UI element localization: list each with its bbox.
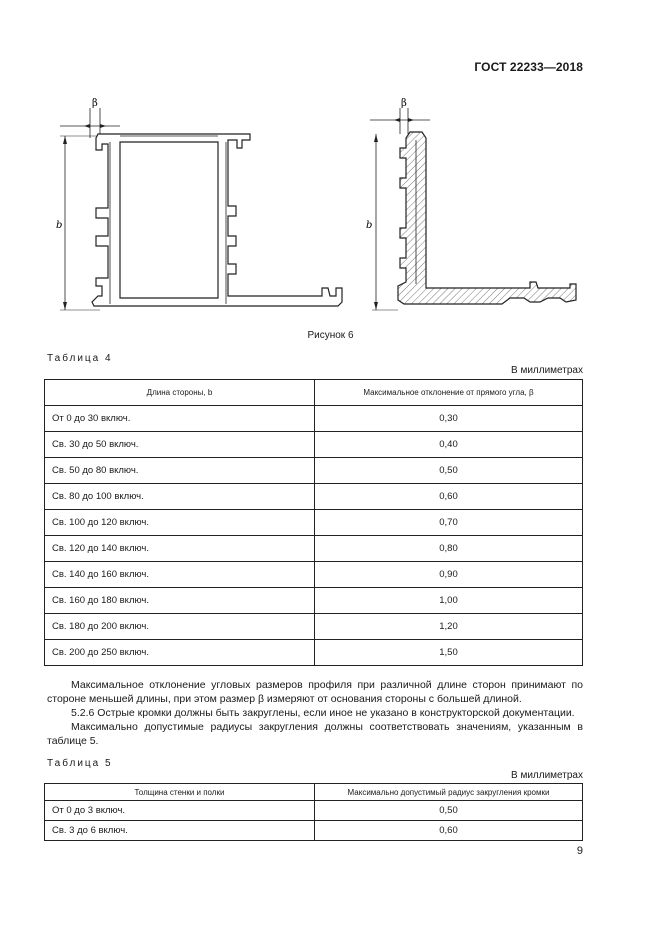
table-row — [45, 432, 583, 458]
figure-caption: Рисунок 6 — [307, 330, 354, 341]
paragraph-2: 5.2.6 Острые кромки должны быть закруглены, если иное не указано в конструкторской документации. — [71, 707, 575, 719]
angle-profile — [370, 108, 576, 310]
table-cell: 0,50 — [315, 458, 583, 484]
table-row — [45, 406, 583, 432]
table-5 — [44, 783, 583, 841]
table-cell: Св. 160 до 180 включ. — [45, 588, 315, 614]
table-row — [45, 562, 583, 588]
table-cell: 1,20 — [315, 614, 583, 640]
table-cell: 0,30 — [315, 406, 583, 432]
table-row — [45, 536, 583, 562]
table-cell: 0,70 — [315, 510, 583, 536]
table-row — [45, 588, 583, 614]
figure-6-drawing — [40, 88, 600, 328]
table-row — [45, 821, 583, 841]
table-cell: Св. 140 до 160 включ. — [45, 562, 315, 588]
table-row — [45, 614, 583, 640]
figure-label-beta-right: β — [401, 98, 407, 109]
table-cell: Св. 180 до 200 включ. — [45, 614, 315, 640]
table5-label: Таблица 5 — [47, 758, 113, 769]
figure-label-b: b — [56, 220, 63, 231]
table-cell: 0,50 — [315, 801, 583, 821]
table-row — [45, 458, 583, 484]
table-cell: Св. 100 до 120 включ. — [45, 510, 315, 536]
hollow-profile — [60, 108, 342, 310]
table-cell: Св. 3 до 6 включ. — [45, 821, 315, 841]
table-cell: Св. 200 до 250 включ. — [45, 640, 315, 666]
table-cell: От 0 до 30 включ. — [45, 406, 315, 432]
table-cell: От 0 до 3 включ. — [45, 801, 315, 821]
table-row — [45, 510, 583, 536]
page-number: 9 — [576, 845, 583, 857]
table-cell: Св. 50 до 80 включ. — [45, 458, 315, 484]
table-row — [45, 640, 583, 666]
standard-code: ГОСТ 22233—2018 — [474, 60, 583, 74]
table-cell: 1,00 — [315, 588, 583, 614]
table4-col-length: Длина стороны, b — [45, 380, 315, 406]
table-cell: 0,60 — [315, 821, 583, 841]
table-header-row — [45, 380, 583, 406]
table4-unit: В миллиметрах — [511, 365, 583, 376]
paragraph-3: Максимально допустимые радиусы закругления должны соответствовать значениям, указанным в таблице 5. — [47, 721, 583, 747]
table-cell: Св. 120 до 140 включ. — [45, 536, 315, 562]
table-cell: Св. 80 до 100 включ. — [45, 484, 315, 510]
table-cell: 1,50 — [315, 640, 583, 666]
table4-col-deviation: Максимальное отклонение от прямого угла, β — [315, 380, 583, 406]
table5-col-thickness: Толщина стенки и полки — [45, 784, 315, 801]
table-header-row — [45, 784, 583, 801]
table-cell: 0,60 — [315, 484, 583, 510]
paragraph-1: Максимальное отклонение угловых размеров профиля при различной длине сторон принимают по стороне меньшей длины, при этом размер β измеряют от основания стороны с большей длиной. — [47, 679, 583, 705]
figure-label-b-right: b — [366, 220, 373, 231]
table-cell: 0,40 — [315, 432, 583, 458]
body-text — [47, 678, 583, 748]
figure-label-beta: β — [92, 98, 98, 109]
table-row — [45, 484, 583, 510]
table-cell: Св. 30 до 50 включ. — [45, 432, 315, 458]
table-cell: 0,80 — [315, 536, 583, 562]
table4-label: Таблица 4 — [47, 353, 113, 364]
table5-col-radius: Максимально допустимый радиус закругления кромки — [315, 784, 583, 801]
table5-unit: В миллиметрах — [511, 770, 583, 781]
table-row — [45, 801, 583, 821]
table-cell: 0,90 — [315, 562, 583, 588]
table-4 — [44, 379, 583, 666]
